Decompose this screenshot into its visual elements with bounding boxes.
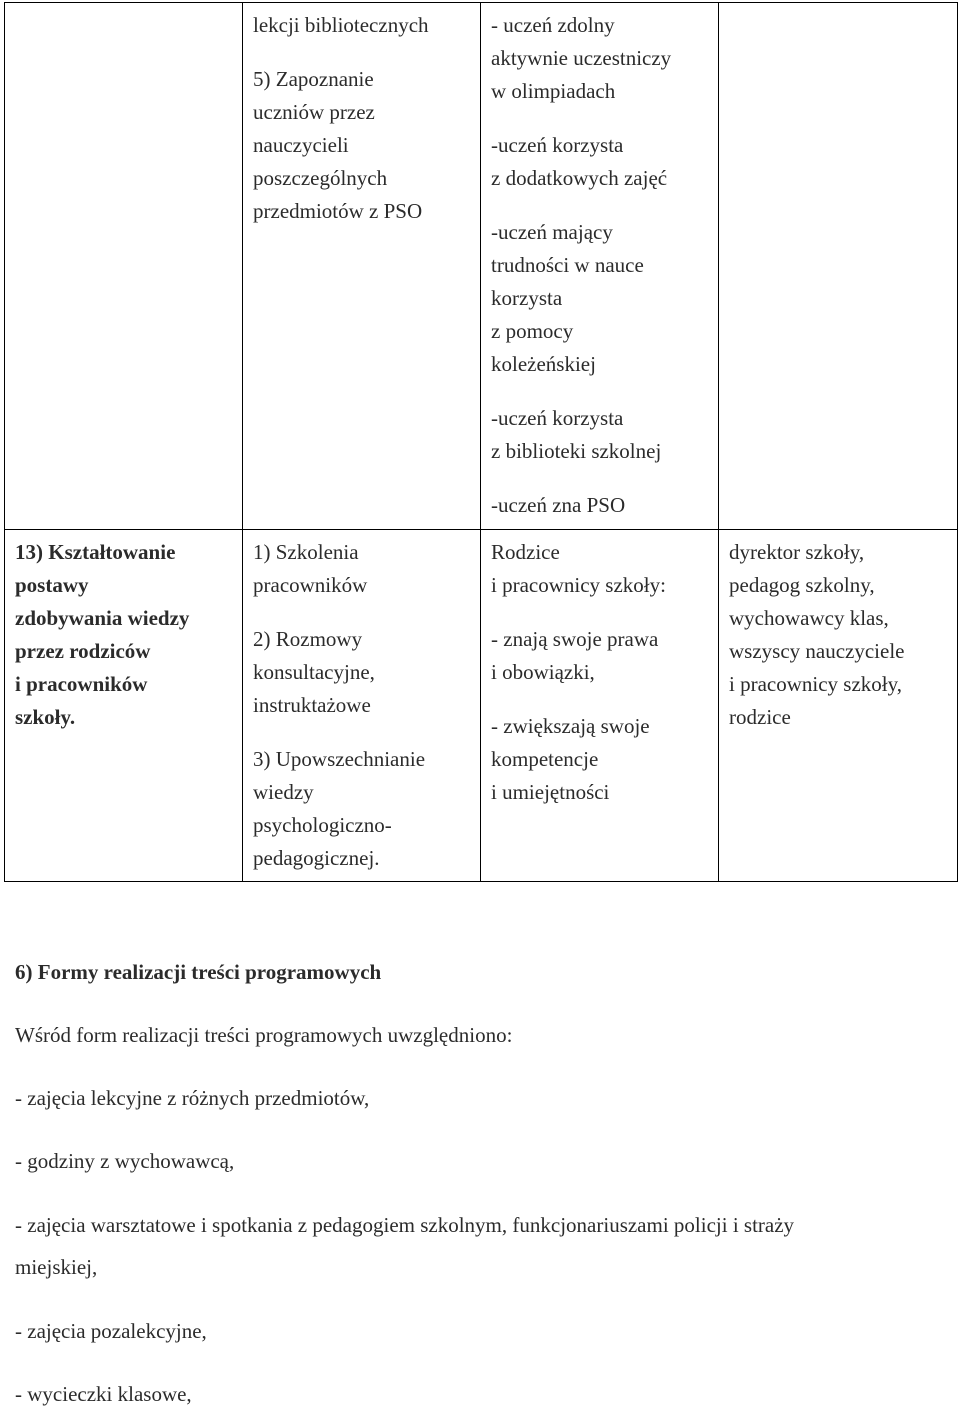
list-item: - godziny z wychowawcą, — [15, 1149, 235, 1173]
activity-text: lekcji bibliotecznych — [253, 13, 429, 37]
effects-cell — [481, 530, 719, 882]
table-row — [5, 3, 958, 530]
effects-cell — [481, 3, 719, 530]
effect-text: - znają swoje prawa i obowiązki, — [491, 627, 659, 684]
list-item: - zajęcia pozalekcyjne, — [15, 1319, 207, 1343]
activity-text: 5) Zapoznanie uczniów przez nauczycieli poszczególnych przedmiotów z PSO — [253, 67, 423, 223]
effect-text: -uczeń mający trudności w nauce korzysta z pomocy koleżeńskiej — [491, 220, 644, 376]
list-item: - wycieczki klasowe, — [15, 1382, 192, 1406]
list-item: - zajęcia lekcyjne z różnych przedmiotów, — [15, 1086, 370, 1110]
effect-text: -uczeń zna PSO — [491, 493, 626, 517]
section-heading: 6) Formy realizacji treści programowych — [15, 960, 382, 984]
responsible-text: dyrektor szkoły, pedagog szkolny, wychowawcy klas, wszyscy nauczyciele i pracownicy szkoły, rodzice — [729, 540, 905, 729]
topic-cell — [5, 530, 243, 882]
effect-text: -uczeń korzysta z biblioteki szkolnej — [491, 406, 662, 463]
list-item: - zajęcia warsztatowe i spotkania z pedagogiem szkolnym, funkcjonariuszami policji i straży — [15, 1213, 795, 1237]
effect-text: - uczeń zdolny aktywnie uczestniczy w olimpiadach — [491, 13, 672, 103]
program-table — [4, 2, 958, 882]
effect-text: - zwiększają swoje kompetencje i umiejętności — [491, 714, 650, 804]
table-row — [5, 530, 958, 882]
responsible-cell — [719, 530, 958, 882]
effect-text: Rodzice i pracownicy szkoły: — [491, 540, 666, 597]
list-item: miejskiej, — [15, 1255, 98, 1279]
activity-text: 1) Szkolenia pracowników — [253, 540, 368, 597]
responsible-cell — [719, 3, 958, 530]
activity-text: 3) Upowszechnianie wiedzy psychologiczno- pedagogicznej. — [253, 747, 426, 870]
topic-text: 13) Kształtowanie postawy zdobywania wiedzy przez rodziców i pracowników szkoły. — [15, 540, 190, 729]
activity-text: 2) Rozmowy konsultacyjne, instruktażowe — [253, 627, 375, 717]
topic-cell — [5, 3, 243, 530]
activities-cell — [243, 530, 481, 882]
effect-text: -uczeń korzysta z dodatkowych zajęć — [491, 133, 668, 190]
activities-cell — [243, 3, 481, 530]
section-intro: Wśród form realizacji treści programowych uwzględniono: — [15, 1023, 513, 1047]
